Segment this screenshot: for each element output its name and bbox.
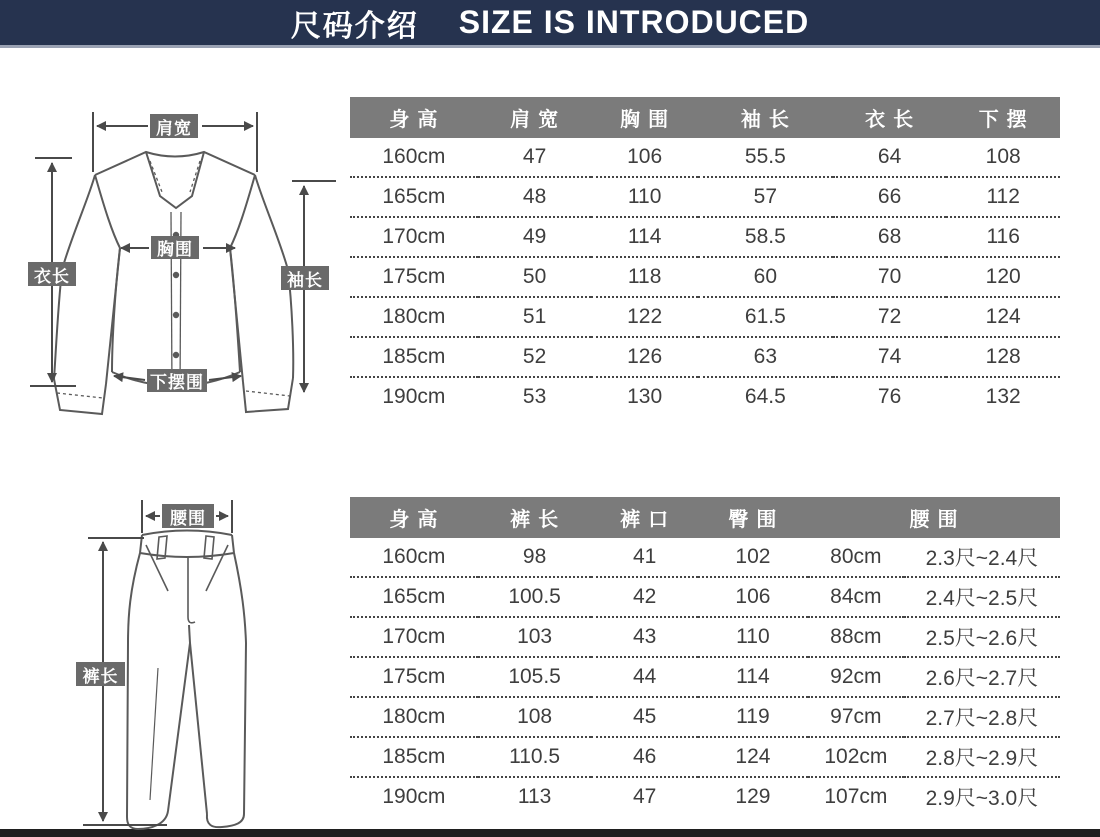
table-cell: 61.5 — [698, 297, 833, 337]
table-cell: 68 — [833, 217, 947, 257]
table-cell: 2.5尺~2.6尺 — [904, 617, 1060, 657]
table-row — [350, 257, 1060, 297]
table-header-row — [350, 97, 1060, 138]
column-header: 肩宽 — [478, 97, 592, 138]
table-cell: 66 — [833, 177, 947, 217]
table-cell: 80cm — [808, 538, 904, 577]
table-cell: 45 — [591, 697, 698, 737]
shirt-size-table — [350, 97, 1060, 416]
table-cell: 102 — [698, 538, 808, 577]
column-header: 衣长 — [833, 97, 947, 138]
column-header: 袖长 — [698, 97, 833, 138]
table-cell: 175cm — [350, 657, 478, 697]
table-cell: 185cm — [350, 737, 478, 777]
table-row — [350, 617, 1060, 657]
table-cell: 132 — [985, 385, 1021, 408]
table-cell: 46 — [591, 737, 698, 777]
column-header: 腰围 — [808, 497, 1060, 538]
table-cell: 180cm — [350, 297, 478, 337]
table-cell: 119 — [698, 697, 808, 737]
column-header: 胸围 — [591, 97, 698, 138]
table-cell: 2.9尺~3.0尺 — [925, 787, 1039, 810]
table-row — [350, 657, 1060, 697]
table-row — [350, 577, 1060, 617]
column-header: 身高 — [350, 97, 478, 138]
table-cell: 92cm — [808, 657, 904, 697]
table-cell: 120 — [946, 257, 1060, 297]
title-chinese: 尺码介绍 — [290, 9, 419, 43]
table-cell: 70 — [833, 257, 947, 297]
chest-label: 胸围 — [151, 236, 199, 259]
table-cell: 97cm — [808, 697, 904, 737]
table-cell: 103 — [478, 617, 592, 657]
table-cell: 42 — [591, 577, 698, 617]
table-cell: 128 — [946, 337, 1060, 377]
table-cell: 58.5 — [698, 217, 833, 257]
table-cell: 110 — [698, 617, 808, 657]
table-cell: 180cm — [350, 697, 478, 737]
sleeve-length-label: 袖长 — [281, 266, 329, 290]
table-cell: 51 — [478, 297, 592, 337]
table-cell: 108 — [478, 697, 592, 737]
table-cell: 44 — [591, 657, 698, 697]
table-cell: 190cm — [382, 785, 446, 808]
table-cell: 72 — [833, 297, 947, 337]
column-header: 身高 — [350, 497, 478, 538]
table-cell: 60 — [698, 257, 833, 297]
table-cell: 106 — [698, 577, 808, 617]
table-header-row — [350, 497, 1060, 538]
table-cell: 57 — [698, 177, 833, 217]
table-cell: 124 — [698, 737, 808, 777]
table-cell: 124 — [946, 297, 1060, 337]
table-cell: 165cm — [350, 177, 478, 217]
table-row — [350, 777, 1060, 816]
table-cell: 108 — [946, 138, 1060, 177]
hem-label: 下摆围 — [147, 369, 207, 392]
table-cell: 64.5 — [744, 385, 786, 408]
column-header: 下摆 — [946, 97, 1060, 138]
title-bar — [0, 0, 1100, 48]
table-row — [350, 737, 1060, 777]
table-cell: 63 — [698, 337, 833, 377]
waist-label: 腰围 — [162, 504, 214, 528]
table-row — [350, 697, 1060, 737]
table-cell: 2.8尺~2.9尺 — [904, 737, 1060, 777]
table-cell: 170cm — [350, 217, 478, 257]
table-row — [350, 217, 1060, 257]
table-cell: 190cm — [382, 385, 446, 408]
table-row — [350, 138, 1060, 177]
table-cell: 105.5 — [478, 657, 592, 697]
table-cell: 160cm — [350, 138, 478, 177]
table-cell: 50 — [478, 257, 592, 297]
table-cell: 74 — [833, 337, 947, 377]
table-row — [350, 337, 1060, 377]
table-cell: 52 — [478, 337, 592, 377]
table-cell: 100.5 — [478, 577, 592, 617]
column-header: 裤口 — [591, 497, 698, 538]
pants-outline — [127, 531, 246, 830]
table-cell: 49 — [478, 217, 592, 257]
table-row — [350, 297, 1060, 337]
table-cell: 170cm — [350, 617, 478, 657]
table-cell: 113 — [517, 785, 552, 808]
table-cell: 110 — [591, 177, 698, 217]
coat-length-label: 衣长 — [28, 262, 76, 286]
table-cell: 2.3尺~2.4尺 — [904, 538, 1060, 577]
table-cell: 2.6尺~2.7尺 — [904, 657, 1060, 697]
title-english: SIZE IS INTRODUCED — [458, 4, 810, 40]
table-cell: 130 — [627, 385, 663, 408]
table-row — [350, 177, 1060, 217]
table-cell: 84cm — [808, 577, 904, 617]
table-cell: 185cm — [350, 337, 478, 377]
table-cell: 55.5 — [698, 138, 833, 177]
column-header: 臀围 — [698, 497, 808, 538]
table-cell: 114 — [698, 657, 808, 697]
table-cell: 53 — [522, 385, 547, 408]
table-cell: 76 — [877, 385, 902, 408]
table-cell: 110.5 — [478, 737, 592, 777]
table-cell: 43 — [591, 617, 698, 657]
table-cell: 129 — [735, 785, 771, 808]
table-cell: 64 — [833, 138, 947, 177]
pants-length-label: 裤长 — [76, 662, 125, 686]
table-cell: 102cm — [808, 737, 904, 777]
shoulder-width-label: 肩宽 — [150, 114, 198, 138]
table-cell: 122 — [591, 297, 698, 337]
table-cell: 2.4尺~2.5尺 — [904, 577, 1060, 617]
table-cell: 116 — [946, 217, 1060, 257]
table-cell: 175cm — [350, 257, 478, 297]
table-cell: 88cm — [808, 617, 904, 657]
table-cell: 118 — [591, 257, 698, 297]
table-cell: 112 — [946, 177, 1060, 217]
table-row — [350, 377, 1060, 416]
table-cell: 107cm — [824, 785, 888, 808]
table-cell: 41 — [591, 538, 698, 577]
table-cell: 47 — [478, 138, 592, 177]
table-cell: 2.7尺~2.8尺 — [904, 697, 1060, 737]
table-cell: 48 — [478, 177, 592, 217]
table-cell: 114 — [591, 217, 698, 257]
table-cell: 126 — [591, 337, 698, 377]
table-cell: 98 — [478, 538, 592, 577]
table-cell: 106 — [591, 138, 698, 177]
table-cell: 165cm — [350, 577, 478, 617]
pants-size-table — [350, 497, 1060, 816]
table-cell: 47 — [632, 785, 657, 808]
column-header: 裤长 — [478, 497, 592, 538]
table-row — [350, 538, 1060, 577]
table-cell: 160cm — [350, 538, 478, 577]
